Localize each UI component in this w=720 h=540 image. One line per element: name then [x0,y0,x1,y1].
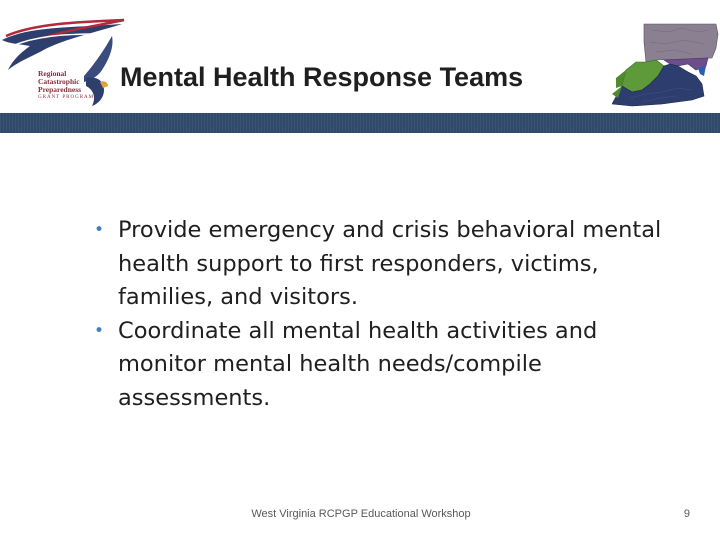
bullet-item [90,315,690,416]
rcpgp-logo [0,18,130,108]
header-band [0,113,720,133]
footer-text: West Virginia RCPGP Educational Workshop [251,508,471,520]
bullet-icon: • [94,220,105,240]
logo-wordmark: Regional Catastrophic Preparedness GRANT PROGRAM [38,69,95,100]
page-number: 9 [683,508,690,520]
bullet-text: Coordinate all mental health activities and monitor mental health needs/compile assessments. [118,317,598,411]
bullet-item [90,214,690,315]
region-map-icon [612,18,720,110]
bullet-text: Provide emergency and crisis behavioral mental health support to first responders, victims, families, and visitors. [118,217,662,310]
page-title: Mental Health Response Teams [120,62,524,92]
bullet-list [90,214,690,415]
bullet-icon: • [94,320,105,341]
region-map [612,18,720,110]
